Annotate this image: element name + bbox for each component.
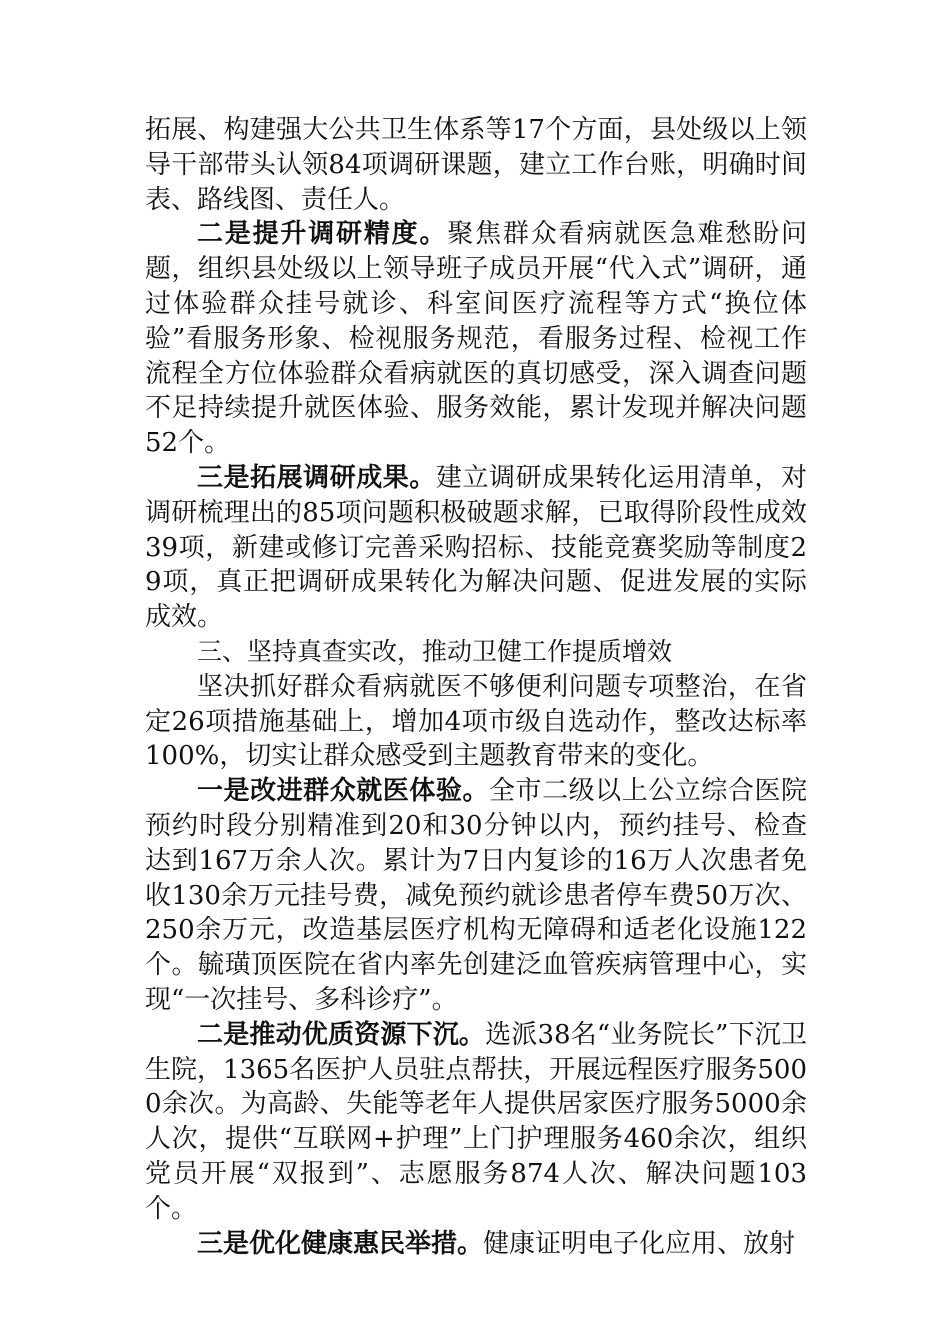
document-page — [145, 113, 807, 1261]
paragraph-resource-sinking — [145, 1018, 807, 1227]
paragraph-text: 选派38名“业务院长”下沉卫生院，1365名医护人员驻点帮扶，开展远程医疗服务5000余次。为高龄、失能等老年人提供居家医疗服务5000余人次，提供“互联网+护理”上门护理服务460余次，组织党员开展“双报到”、志愿服务874人次、解决问题103个。 — [145, 1019, 807, 1224]
paragraph-continued — [145, 113, 807, 217]
paragraph-text: 健康证明电子化应用、放射 — [483, 1228, 796, 1259]
paragraph-text: 建立调研成果转化运用清单，对调研梳理出的85项问题积极破题求解，已取得阶段性成效39项，新建或修订完善采购招标、技能竞赛奖励等制度29项，真正把调研成果转化为解决问题、促进发展的实际成效。 — [145, 462, 807, 633]
section-heading: 三、坚持真查实改，推动卫健工作提质增效 — [197, 636, 673, 666]
paragraph-text: 坚决抓好群众看病就医不够便利问题专项整治，在省定26项措施基础上，增加4项市级自选动作，整改达标率100%，切实让群众感受到主题教育带来的变化。 — [145, 671, 807, 772]
paragraph-lead: 三是拓展调研成果。 — [197, 462, 436, 493]
paragraph-text: 聚焦群众看病就医急难愁盼问题，组织县处级以上领导班子成员开展“代入式”调研，通过体验群众挂号就诊、科室间医疗流程等方式“换位体验”看服务形象、检视服务规范，看服务过程、检视工作流程全方位体验群众看病就医的真切感受，深入调查问题不足持续提升就医体验、服务效能，累计发现并解决问题52个。 — [145, 219, 807, 459]
paragraph-section-intro — [145, 670, 807, 774]
paragraph-research-results — [145, 461, 807, 635]
paragraph-health-measures — [145, 1227, 807, 1262]
paragraph-medical-experience — [145, 774, 807, 1018]
paragraph-research-precision — [145, 217, 807, 461]
paragraph-text: 拓展、构建强大公共卫生体系等17个方面，县处级以上领导干部带头认领84项调研课题，建立工作台账，明确时间表、路线图、责任人。 — [145, 115, 807, 215]
paragraph-lead: 二是提升调研精度。 — [197, 219, 448, 250]
paragraph-lead: 二是推动优质资源下沉。 — [197, 1019, 486, 1050]
paragraph-lead: 三是优化健康惠民举措。 — [197, 1228, 484, 1259]
paragraph-text: 全市二级以上公立综合医院预约时段分别精准到20和30分钟以内，预约挂号、检查达到167万余人次。累计为7日内复诊的16万人次患者免收130余万元挂号费，减免预约就诊患者停车费50万次、250余万元，改造基层医疗机构无障碍和适老化设施122个。毓璜顶医院在省内率先创建泛血管疾病管理中心，实现“一次挂号、多科诊疗”。 — [145, 776, 807, 1015]
paragraph-lead: 一是改进群众就医体验。 — [197, 776, 489, 807]
